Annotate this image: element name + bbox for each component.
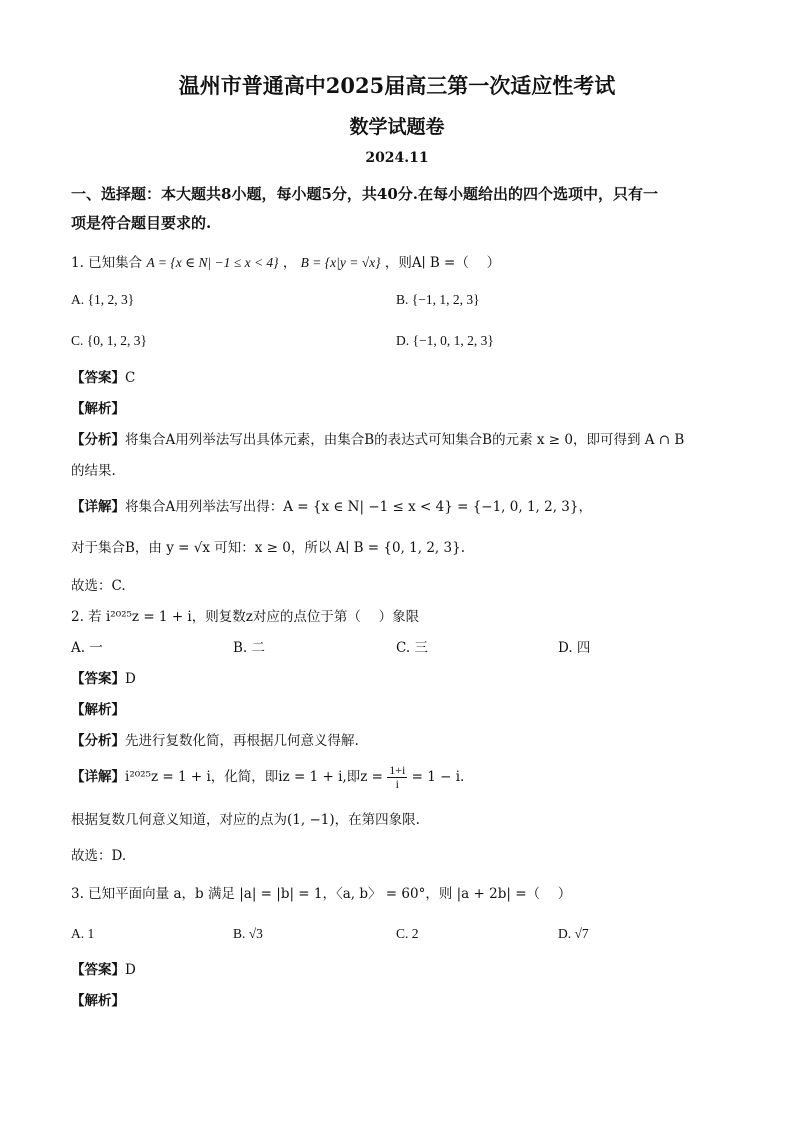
q1-answer-value: C [125, 370, 136, 386]
q3-answer-value: D [125, 962, 136, 978]
q1-stem-suffix: ，则A∣ B =（ ） [384, 255, 501, 271]
q3-option-d: D. √7 [558, 926, 589, 941]
q2-analysis-tag: 【解析】 [71, 702, 125, 718]
exam-subtitle: 数学试题卷 [349, 116, 445, 138]
exam-date: 2024.11 [365, 150, 429, 166]
q1-xiangjie [71, 497, 592, 517]
q1-set-a: A = {x ∈ N| −1 ≤ x < 4} [146, 255, 279, 270]
q2-answer-value: D [125, 671, 136, 687]
q2-xiangjie-text-b: = 1 − i. [411, 769, 465, 785]
q1-answer-tag: 【答案】 [71, 370, 125, 386]
q3-analysis-tag: 【解析】 [71, 993, 125, 1009]
q1-set-b: B = {x|y = √x} [300, 255, 381, 270]
q2-xiangjie-cont: 根据复数几何意义知道，对应的点为(1, −1)，在第四象限. [71, 812, 420, 828]
q1-option-a: A. {1, 2, 3} [71, 292, 135, 307]
q1-option-c: C. {0, 1, 2, 3} [71, 333, 147, 348]
section-heading-line2: 项是符合题目要求的. [71, 214, 212, 232]
q1-fenxi-text: 将集合A用列举法写出具体元素，由集合B的表达式可知集合B的元素 x ≥ 0，即可得到 A ∩ B [125, 432, 685, 448]
q2-option-d: D. 四 [558, 640, 591, 656]
q2-option-a: A. 一 [71, 640, 103, 656]
q1-comma: ， [282, 255, 297, 271]
q2-fenxi [71, 731, 359, 751]
q3-option-c: C. 2 [396, 926, 419, 941]
q2-xiangjie-tag: 【详解】 [71, 769, 125, 785]
q1-conclusion: 故选：C. [71, 578, 126, 594]
q2-fraction-denominator: i [395, 777, 399, 791]
q2-answer [71, 669, 136, 689]
q1-answer [71, 368, 135, 388]
q1-xiangjie-tag: 【详解】 [71, 499, 125, 515]
q2-option-b: B. 二 [233, 640, 266, 656]
q1-stem [71, 253, 500, 273]
q2-fraction [387, 764, 407, 791]
section-heading-line1: 一、选择题：本大题共8小题，每小题5分，共40分.在每小题给出的四个选项中，只有一 [71, 185, 658, 203]
q1-stem-prefix: 1. 已知集合 [71, 255, 143, 271]
q3-option-b: B. √3 [233, 926, 263, 941]
q2-answer-tag: 【答案】 [71, 671, 125, 687]
q2-conclusion: 故选：D. [71, 848, 127, 864]
q1-fenxi-cont: 的结果. [71, 463, 116, 479]
q3-stem: 3. 已知平面向量 a，b 满足 |a| = |b| = 1，〈a, b〉 = 60°，则 |a + 2b| =（ ） [71, 886, 572, 902]
q3-answer-tag: 【答案】 [71, 962, 125, 978]
q1-option-d: D. {−1, 0, 1, 2, 3} [396, 333, 494, 348]
q2-fenxi-tag: 【分析】 [71, 733, 125, 749]
q2-fenxi-text: 先进行复数化简，再根据几何意义得解. [125, 733, 359, 749]
q1-xiangjie-text: 将集合A用列举法写出得：A = {x ∈ N| −1 ≤ x < 4} = {−1, 0, 1, 2, 3}， [125, 499, 592, 515]
q1-fenxi-tag: 【分析】 [71, 432, 125, 448]
q2-option-c: C. 三 [396, 640, 428, 656]
exam-title: 温州市普通高中2025届高三第一次适应性考试 [178, 73, 616, 98]
q1-analysis-tag: 【解析】 [71, 401, 125, 417]
q2-fraction-numerator: 1+i [389, 763, 406, 777]
q1-option-b: B. {−1, 1, 2, 3} [396, 292, 480, 307]
q3-option-a: A. 1 [71, 926, 95, 941]
q2-xiangjie-text-a: i²⁰²⁵z = 1 + i，化简，即iz = 1 + i,即z = [125, 769, 383, 785]
q1-xiangjie-cont: 对于集合B，由 y = √x 可知：x ≥ 0，所以 A∣ B = {0, 1, 2, 3}. [71, 540, 465, 556]
q2-xiangjie [71, 764, 464, 791]
q2-stem: 2. 若 i²⁰²⁵z = 1 + i，则复数z对应的点位于第（ ）象限 [71, 609, 420, 625]
q3-answer [71, 960, 136, 980]
q1-fenxi [71, 430, 684, 450]
